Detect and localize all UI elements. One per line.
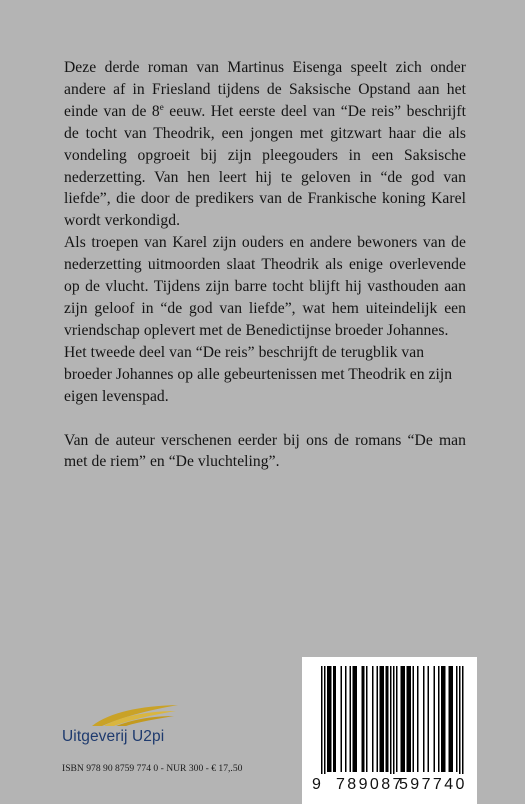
barcode-bar: [381, 666, 383, 772]
ordinal-superscript: e: [159, 101, 164, 112]
barcode-left-group: 789087: [336, 776, 404, 793]
blurb-paragraph-3: Het tweede deel van “De reis” beschrijft de terugblik van broeder Johannes op alle gebeurtenissen met Theodrik en zijn eigen levenspad.: [64, 343, 453, 405]
barcode-bar: [363, 666, 365, 772]
barcode-bars: [310, 666, 470, 774]
barcode-first-digit: 9: [312, 776, 321, 793]
barcode-bar: [380, 666, 382, 772]
barcode-bar: [438, 666, 440, 772]
barcode-bar: [441, 666, 443, 772]
barcode-bar: [408, 666, 410, 772]
barcode-bar: [377, 666, 379, 772]
barcode-bar: [410, 666, 412, 772]
barcode-bar: [417, 666, 419, 772]
barcode-bar: [387, 666, 389, 772]
blurb-paragraph-1: [64, 57, 466, 232]
barcode-bar: [452, 666, 454, 772]
barcode-bar: [444, 666, 446, 772]
barcode-bar: [327, 666, 329, 772]
publisher-logo: [62, 702, 182, 750]
barcode-bar: [383, 666, 385, 772]
barcode-bar: [321, 666, 323, 774]
barcode-bar: [443, 666, 445, 772]
barcode-bar: [372, 666, 374, 772]
barcode: [302, 657, 477, 804]
barcode-bar: [456, 666, 458, 772]
barcode-bar: [345, 666, 347, 772]
barcode-bar: [449, 666, 451, 772]
barcode-bar: [356, 666, 358, 772]
barcode-bar: [354, 666, 356, 772]
barcode-bar: [413, 666, 415, 772]
barcode-bar: [459, 666, 461, 774]
barcode-right-group: 597740: [399, 776, 467, 793]
barcode-bar: [428, 666, 430, 772]
barcode-bar: [390, 666, 392, 774]
barcode-bar: [450, 666, 452, 772]
barcode-bar: [330, 666, 332, 772]
barcode-bar: [335, 666, 337, 772]
barcode-bar: [386, 666, 388, 772]
isbn-line: ISBN 978 90 8759 774 0 - NUR 300 - € 17,.50: [62, 763, 243, 774]
blurb-paragraph-2: Als troepen van Karel zijn ouders en andere bewoners van de nederzetting uitmoorden slaat Theodrik als enige overlevende op de vlucht. Tijdens zijn barre tocht blijft hij vasthouden aan zijn geloof in “de god van liefde”, wat hem uiteindelijk een vriendschap oplevert met de Benedictijnse broeder Johannes.: [64, 234, 466, 339]
barcode-bar: [393, 666, 395, 774]
blurb-p1-text-a: Deze derde roman van Martinus Eisenga speelt zich onder andere af in Friesland tijdens de Saksische Opstand aan het einde van de 8: [64, 59, 466, 120]
blurb-p1-text-b: eeuw. Het eerste deel van “De reis” beschrijft de tocht van Theodrik, een jongen met gitzwart haar die als vondeling opgroeit bij zijn pleegouders in een Saksische nederzetting. Van hen leert hij te geloven in “de god van liefde”, die door de predikers van de Frankische koning Karel wordt verkondigd.: [64, 102, 466, 230]
barcode-bar: [423, 666, 425, 772]
barcode-bar: [350, 666, 352, 772]
barcode-bar: [353, 666, 355, 772]
barcode-bar: [324, 666, 326, 774]
barcode-bar: [329, 666, 331, 772]
blurb-text: [64, 57, 466, 473]
barcode-bar: [396, 666, 398, 772]
publisher-name: Uitgeverij U2pi: [62, 728, 165, 745]
blurb-paragraph-4: Van de auteur verschenen eerder bij ons de romans “De man met de riem” en “De vluchteling”.: [64, 431, 466, 471]
barcode-bar: [401, 666, 403, 772]
barcode-bar: [341, 666, 343, 772]
barcode-bar: [462, 666, 464, 774]
barcode-bar: [402, 666, 404, 772]
barcode-bar: [404, 666, 406, 772]
wing-swoosh-icon: [90, 702, 180, 728]
barcode-bar: [362, 666, 364, 772]
barcode-bar: [407, 666, 409, 772]
barcode-bar: [333, 666, 335, 772]
barcode-bar: [434, 666, 436, 772]
barcode-bar: [366, 666, 368, 772]
